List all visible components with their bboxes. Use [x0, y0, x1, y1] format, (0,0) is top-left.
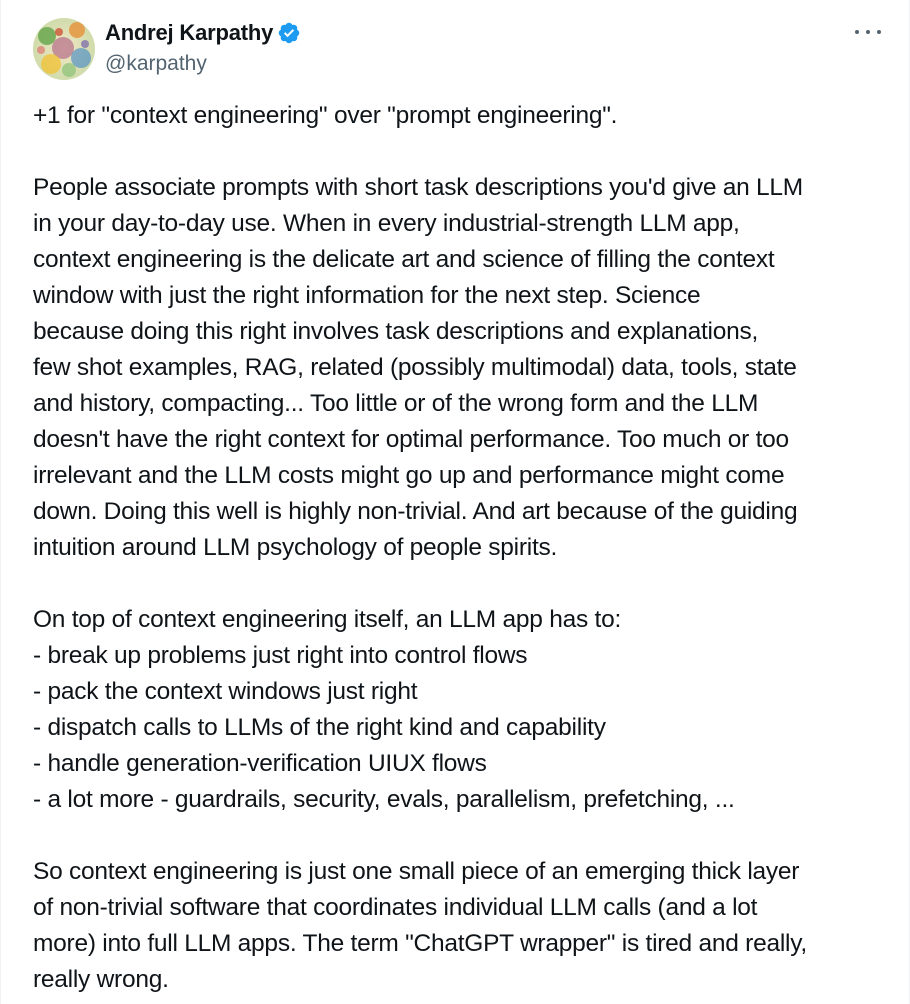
name-row — [105, 18, 301, 48]
tweet-line: irrelevant and the LLM costs might go up and performance might come — [33, 462, 785, 489]
more-dot — [877, 30, 881, 34]
more-options-icon[interactable] — [855, 22, 881, 42]
tweet-line: of non-trivial software that coordinates individual LLM calls (and a lot — [33, 894, 758, 921]
tweet-list-item: - a lot more - guardrails, security, evals, parallelism, prefetching, ... — [33, 786, 735, 813]
tweet-list-item: - handle generation-verification UIUX flows — [33, 750, 487, 777]
author-identity — [105, 18, 301, 78]
tweet-line: doesn't have the right context for optimal performance. Too much or too — [33, 426, 789, 453]
tweet-paragraph-2 — [33, 170, 893, 566]
tweet-header — [1, 0, 910, 90]
tweet-line: more) into full LLM apps. The term "ChatGPT wrapper" is tired and really, — [33, 930, 807, 957]
tweet-line: intuition around LLM psychology of people spirits. — [33, 534, 558, 561]
tweet-list-item: - pack the context windows just right — [33, 678, 418, 705]
tweet-line: On top of context engineering itself, an LLM app has to: — [33, 606, 621, 633]
more-dot — [855, 30, 859, 34]
tweet-paragraph-3 — [33, 602, 893, 818]
author-handle[interactable]: @karpathy — [105, 52, 207, 75]
avatar[interactable] — [33, 18, 95, 80]
tweet-line: context engineering is the delicate art and science of filling the context — [33, 246, 775, 273]
tweet-line: +1 for "context engineering" over "prompt engineering". — [33, 102, 618, 129]
tweet-line: People associate prompts with short task descriptions you'd give an LLM — [33, 174, 803, 201]
tweet-line: and history, compacting... Too little or of the wrong form and the LLM — [33, 390, 759, 417]
tweet-line: because doing this right involves task descriptions and explanations, — [33, 318, 758, 345]
tweet-line: really wrong. — [33, 966, 169, 993]
tweet-paragraph-4 — [33, 854, 893, 998]
tweet-line: few shot examples, RAG, related (possibly multimodal) data, tools, state — [33, 354, 797, 381]
tweet-line: So context engineering is just one small piece of an emerging thick layer — [33, 858, 800, 885]
tweet-line: window with just the right information for the next step. Science — [33, 282, 701, 309]
tweet-list-item: - dispatch calls to LLMs of the right kind and capability — [33, 714, 606, 741]
author-display-name[interactable]: Andrej Karpathy — [105, 20, 274, 45]
tweet-list-item: - break up problems just right into control flows — [33, 642, 528, 669]
tweet-line: in your day-to-day use. When in every industrial-strength LLM app, — [33, 210, 740, 237]
tweet-text — [33, 98, 893, 1004]
tweet-line: down. Doing this well is highly non-trivial. And art because of the guiding — [33, 498, 798, 525]
verified-badge-icon — [277, 21, 301, 45]
tweet-paragraph-1 — [33, 98, 893, 134]
more-dot — [866, 30, 870, 34]
avatar-image — [33, 18, 95, 80]
